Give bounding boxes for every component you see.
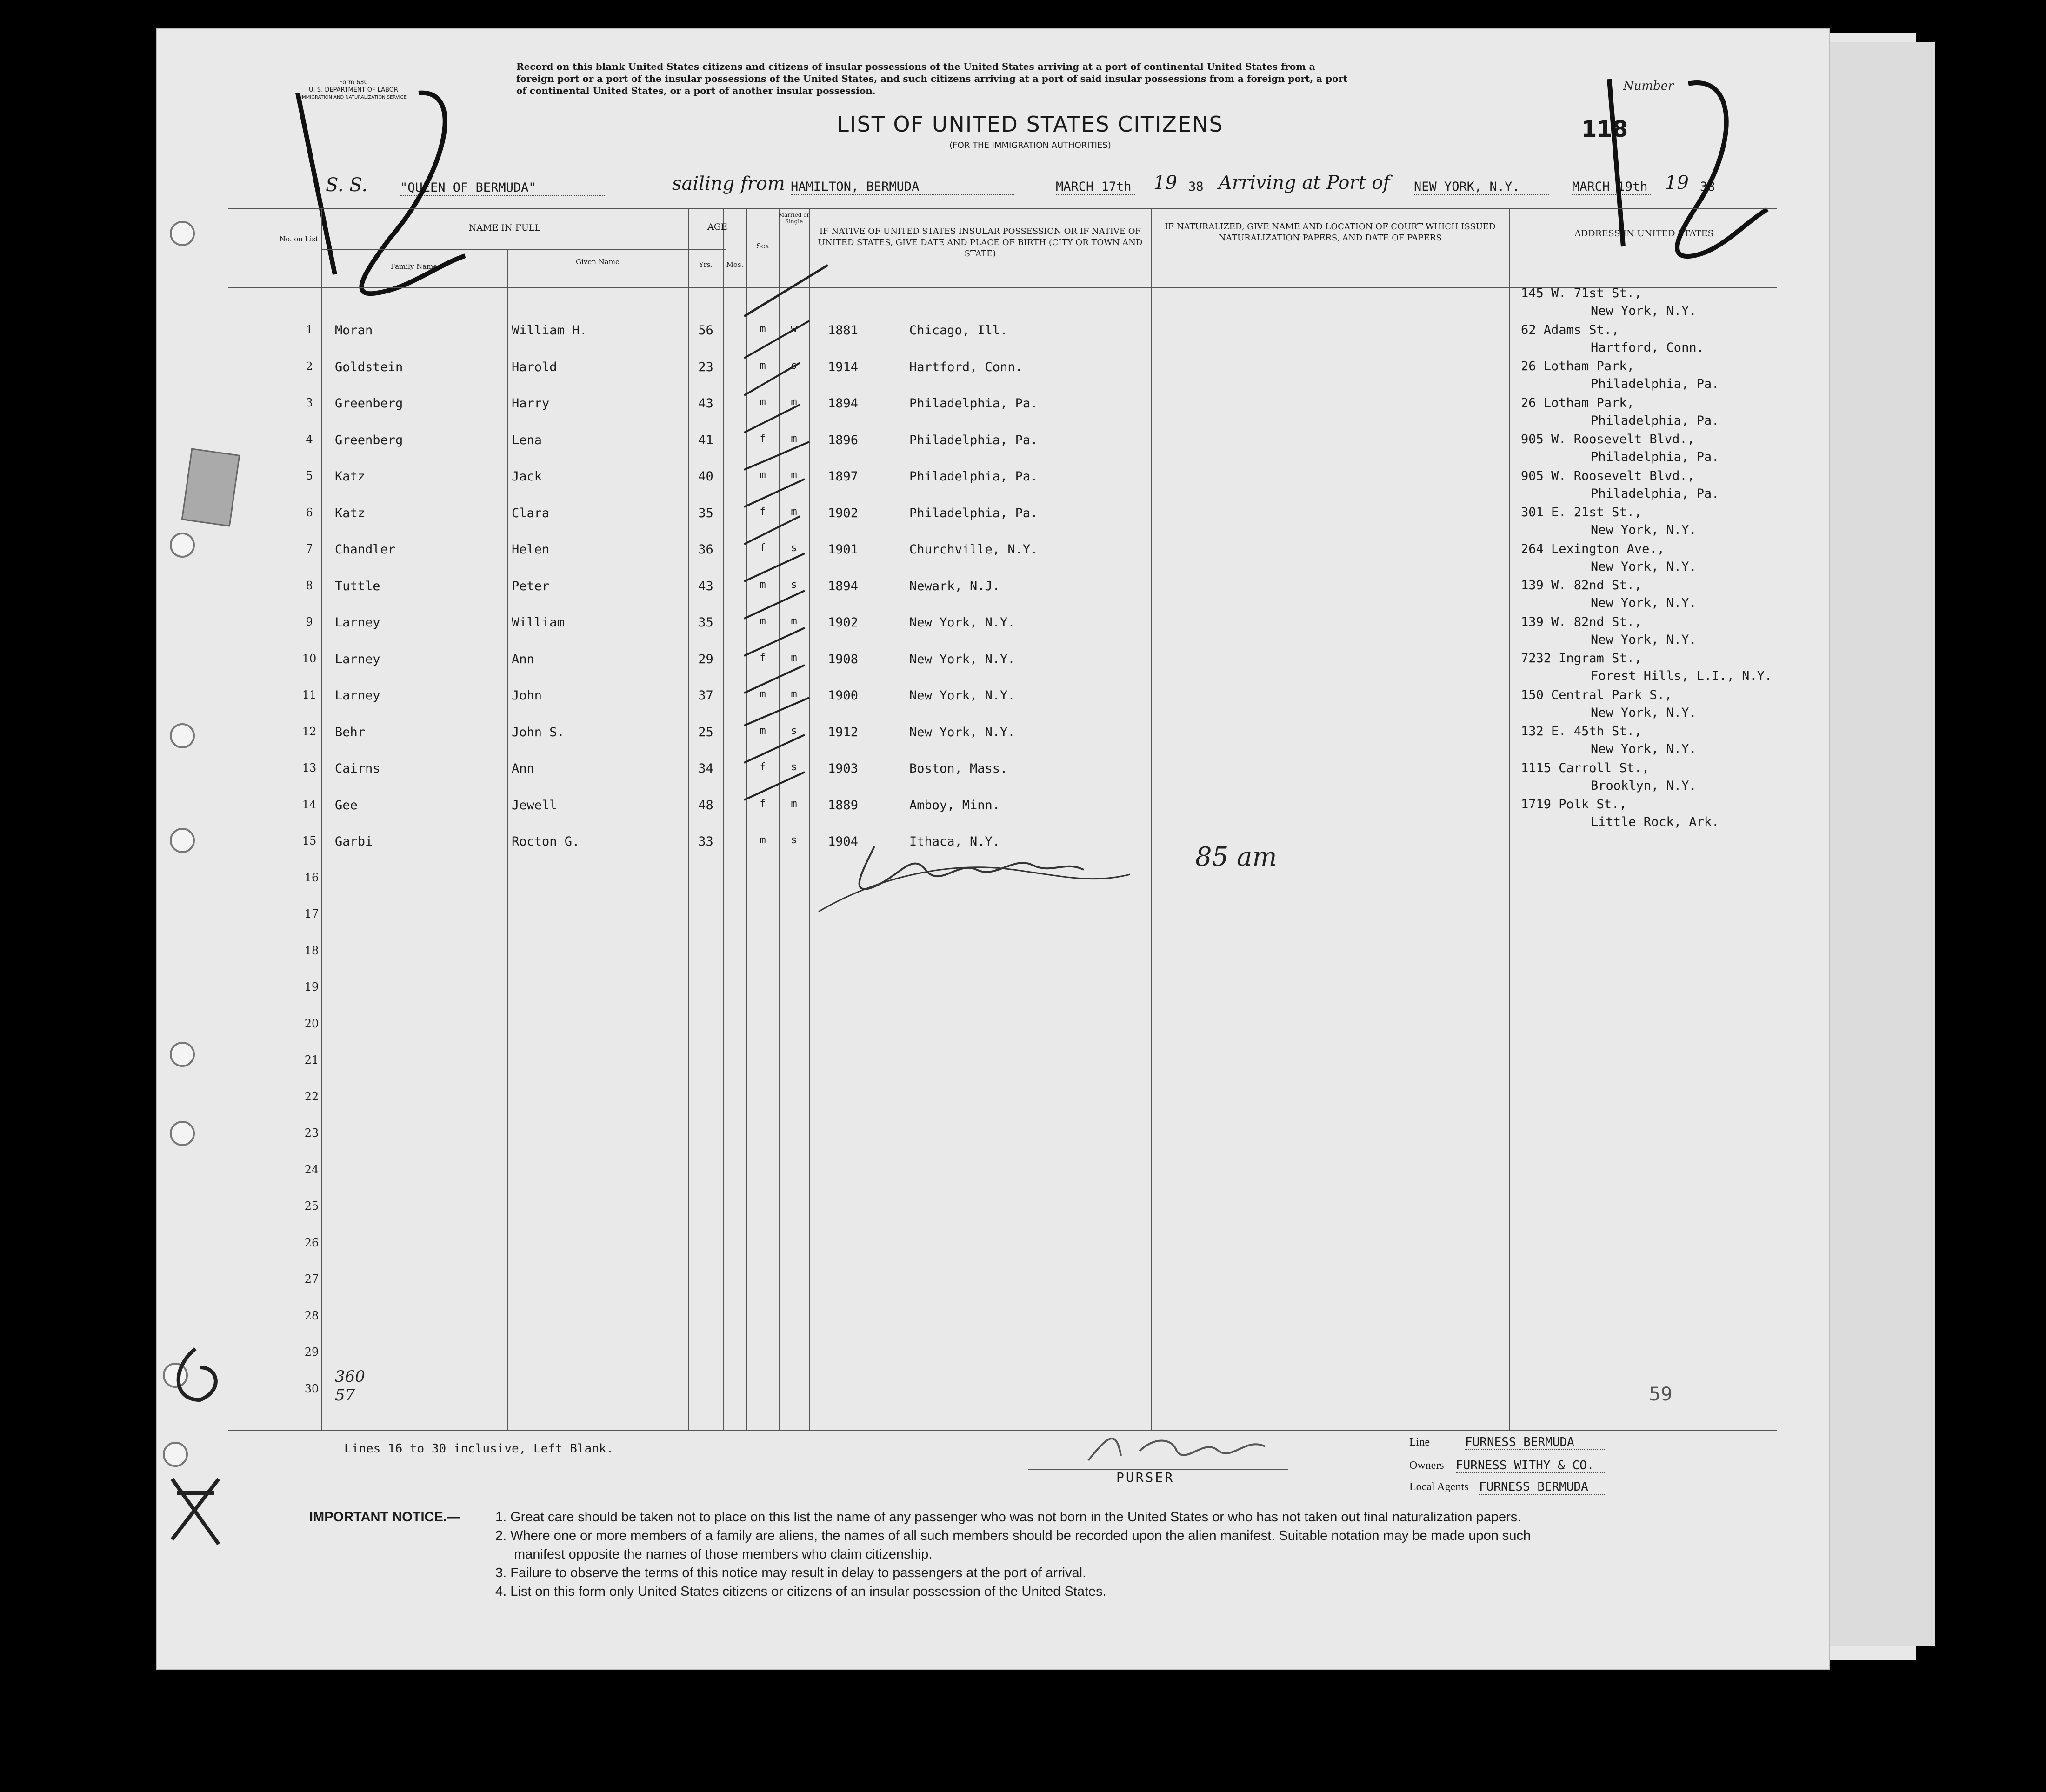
purser-label: PURSER: [1116, 1470, 1175, 1485]
row-given: Harold: [512, 360, 557, 374]
handwritten-12-left: [270, 79, 530, 330]
row-place: Philadelphia, Pa.: [909, 396, 1038, 411]
row-place: Philadelphia, Pa.: [909, 433, 1038, 447]
blank-line-number: 27: [304, 1272, 319, 1286]
arrival-year: 38: [1700, 180, 1715, 194]
row-family: Katz: [335, 469, 366, 484]
row-address-city: New York, N.Y.: [1591, 559, 1697, 574]
row-address-street: 905 W. Roosevelt Blvd.,: [1521, 432, 1695, 446]
blank-line-number: 21: [304, 1053, 319, 1066]
header-no-on-list: No. on List: [279, 235, 319, 243]
number-label: Number: [1623, 79, 1674, 93]
row-ms: m: [791, 433, 797, 445]
line-label: Line: [1409, 1436, 1430, 1448]
row-place: Newark, N.J.: [909, 579, 1000, 593]
row-ms: m: [791, 652, 797, 664]
row-family: Behr: [335, 725, 366, 739]
handwritten-note: 85 am: [1195, 842, 1277, 872]
margin-scribble: [153, 1339, 237, 1563]
row-ms: m: [791, 396, 797, 408]
row-year: 1912: [828, 725, 859, 739]
binder-hole: [170, 723, 195, 748]
row-place: Hartford, Conn.: [909, 360, 1023, 374]
row-given: Jack: [512, 469, 542, 484]
row-no: 5: [306, 469, 313, 482]
page-title: LIST OF UNITED STATES CITIZENS: [837, 112, 1224, 137]
row-age: 41: [698, 433, 713, 447]
binder-hole: [170, 828, 195, 853]
row-ms: s: [791, 834, 797, 846]
row-given: Ann: [512, 761, 534, 776]
row-ms: s: [791, 542, 797, 554]
row-given: John S.: [512, 725, 565, 739]
row-no: 11: [302, 688, 317, 701]
blank-line-number: 23: [304, 1126, 319, 1139]
row-given: William: [512, 615, 565, 630]
notice-item-3: 3. Failure to observe the terms of this notice may result in delay to passengers at the port of arrival.: [495, 1566, 1086, 1580]
row-ms: m: [791, 798, 797, 810]
header-mos: Mos.: [726, 260, 744, 269]
row-year: 1902: [828, 506, 859, 520]
row-family: Katz: [335, 506, 366, 520]
row-place: Churchville, N.Y.: [909, 542, 1038, 557]
purser-signature: [1070, 1419, 1302, 1470]
row-sex: f: [760, 798, 766, 810]
row-address-city: New York, N.Y.: [1591, 304, 1697, 318]
arrival-port: NEW YORK, N.Y.: [1414, 180, 1549, 195]
row-family: Moran: [335, 323, 373, 338]
row-age: 35: [698, 615, 713, 630]
row-sex: m: [760, 360, 766, 372]
binder-hole: [170, 1042, 195, 1067]
row-ms: m: [791, 615, 797, 627]
row-no: 7: [306, 542, 313, 555]
row-no: 1: [306, 323, 313, 336]
row-family: Chandler: [335, 542, 396, 557]
year-prefix: 19: [1665, 172, 1689, 193]
row-address-city: Philadelphia, Pa.: [1591, 450, 1719, 464]
binder-hole: [170, 533, 195, 558]
header-address: ADDRESS IN UNITED STATES: [1574, 228, 1714, 239]
row-address-city: Philadelphia, Pa.: [1591, 413, 1719, 428]
row-address-street: 905 W. Roosevelt Blvd.,: [1521, 468, 1695, 483]
row-no: 6: [306, 506, 313, 519]
row-year: 1901: [828, 542, 859, 557]
row-no: 10: [302, 652, 317, 665]
row-address-street: 7232 Ingram St.,: [1521, 651, 1642, 666]
row-family: Tuttle: [335, 579, 380, 593]
row-age: 36: [698, 542, 713, 557]
header-yrs: Yrs.: [699, 260, 713, 269]
row-address-street: 1719 Polk St.,: [1521, 797, 1627, 812]
notice-item-1: 1. Great care should be taken not to place on this list the name of any passenger who was not born in the United States or who has not taken out final naturalization papers.: [495, 1510, 1521, 1525]
header-name-in-full: NAME IN FULL: [468, 223, 541, 233]
row-age: 43: [698, 579, 713, 593]
row-family: Larney: [335, 688, 380, 703]
blank-line-number: 17: [304, 907, 319, 920]
row-age: 40: [698, 469, 713, 484]
sail-year: 38: [1188, 180, 1204, 194]
row-no: 3: [306, 396, 313, 409]
row-year: 1881: [828, 323, 859, 338]
row-year: 1894: [828, 579, 859, 593]
row-place: Philadelphia, Pa.: [909, 506, 1038, 520]
row-place: New York, N.Y.: [909, 688, 1015, 703]
row-given: Helen: [512, 542, 550, 557]
row-address-city: New York, N.Y.: [1591, 705, 1697, 720]
ss-label: S. S.: [326, 174, 368, 196]
row-ms: m: [791, 469, 797, 481]
row-given: Clara: [512, 506, 550, 520]
row-address-street: 62 Adams St.,: [1521, 322, 1619, 337]
row-family: Garbi: [335, 834, 373, 849]
row-address-street: 26 Lotham Park,: [1521, 359, 1634, 373]
row-address-street: 139 W. 82nd St.,: [1521, 614, 1642, 629]
row-year: 1894: [828, 396, 859, 411]
row-address-city: Forest Hills, L.I., N.Y.: [1591, 669, 1773, 683]
row-sex: m: [760, 834, 766, 846]
owners-value: FURNESS WITHY & CO.: [1456, 1459, 1605, 1473]
header-age: AGE: [707, 222, 727, 232]
sailing-from: HAMILTON, BERMUDA: [791, 180, 1014, 195]
department-header: Form 630 U. S. DEPARTMENT OF LABOR IMMIGRATION AND NATURALIZATION SERVICE: [300, 79, 407, 100]
row-year: 1902: [828, 615, 859, 630]
blank-line-number: 19: [304, 980, 319, 993]
list-number: 118: [1581, 116, 1628, 142]
row-family: Cairns: [335, 761, 380, 776]
row-address-city: Brooklyn, N.Y.: [1591, 778, 1697, 793]
page-subtitle: (FOR THE IMMIGRATION AUTHORITIES): [949, 140, 1111, 150]
row-given: Rocton G.: [512, 834, 580, 849]
row-sex: m: [760, 688, 766, 700]
blank-line-number: 18: [304, 944, 319, 957]
row-given: Peter: [512, 579, 550, 593]
arrival-date: MARCH 19th: [1572, 180, 1651, 195]
row-address-city: Hartford, Conn.: [1591, 340, 1704, 355]
row-family: Larney: [335, 615, 380, 630]
blank-line-number: 24: [304, 1163, 319, 1176]
row-sex: m: [760, 579, 766, 591]
row-address-city: New York, N.Y.: [1591, 632, 1697, 647]
clipped-tab: [181, 448, 240, 526]
row-place: Philadelphia, Pa.: [909, 469, 1038, 484]
row-ms: s: [791, 761, 797, 773]
row-family: Larney: [335, 652, 380, 666]
notice-item-2-cont: manifest opposite the names of those members who claim citizenship.: [514, 1547, 933, 1562]
col-divider: [507, 249, 508, 1430]
row-sex: f: [760, 506, 766, 518]
notice-item-4: 4. List on this form only United States citizens or citizens of an insular possession of the United States.: [495, 1584, 1106, 1599]
row-sex: f: [760, 433, 766, 445]
row-given: Ann: [512, 652, 534, 666]
row-age: 29: [698, 652, 713, 666]
row-address-street: 139 W. 82nd St.,: [1521, 578, 1642, 593]
row-sex: f: [760, 652, 766, 664]
owners-label: Owners: [1409, 1459, 1444, 1472]
name-subheader-border: [321, 249, 726, 250]
row-family: Gee: [335, 798, 358, 813]
ship-name: "QUEEN OF BERMUDA": [400, 180, 605, 196]
blank-line-number: 29: [304, 1346, 319, 1359]
row-sex: f: [760, 761, 766, 773]
row-age: 34: [698, 761, 713, 776]
row-ms: m: [791, 688, 797, 700]
row-no: 4: [306, 433, 313, 446]
row-year: 1914: [828, 360, 859, 374]
binder-hole: [170, 221, 195, 246]
row-no: 13: [302, 761, 317, 774]
blank-line-number: 25: [304, 1199, 319, 1212]
row-family: Greenberg: [335, 433, 403, 447]
row-address-street: 1115 Carroll St.,: [1521, 760, 1650, 775]
row-address-street: 145 W. 71st St.,: [1521, 286, 1642, 300]
blank-line-number: 28: [304, 1309, 319, 1322]
agents-value: FURNESS BERMUDA: [1479, 1480, 1605, 1495]
row-age: 37: [698, 688, 713, 703]
row-no: 15: [302, 834, 317, 847]
row-age: 25: [698, 725, 713, 739]
blank-line-number: 20: [304, 1017, 319, 1030]
row-address-city: New York, N.Y.: [1591, 742, 1697, 756]
row-sex: m: [760, 323, 766, 335]
blank-line-number: 16: [304, 871, 319, 884]
header-family-name: Family Name: [390, 262, 438, 271]
row-address-city: Little Rock, Ark.: [1591, 815, 1719, 829]
row-place: Ithaca, N.Y.: [909, 834, 1000, 849]
row-year: 1896: [828, 433, 859, 447]
col-divider: [688, 208, 689, 1430]
row-given: William H.: [512, 323, 587, 338]
row-year: 1900: [828, 688, 859, 703]
row-sex: m: [760, 725, 766, 737]
row-address-city: New York, N.Y.: [1591, 523, 1697, 537]
header-sex: Sex: [756, 242, 769, 250]
row-address-city: Philadelphia, Pa.: [1591, 486, 1719, 501]
row-ms: w: [791, 323, 797, 335]
row-place: Chicago, Ill.: [909, 323, 1008, 338]
arriving-label: Arriving at Port of: [1219, 172, 1390, 193]
row-year: 1903: [828, 761, 859, 776]
table-bottom-border: [228, 1430, 1777, 1431]
sailing-label: sailing from: [672, 173, 785, 194]
header-birth: IF NATIVE OF UNITED STATES INSULAR POSSESSION OR IF NATIVE OF UNITED STATES, GIVE DATE AND PLACE OF BIRTH (CITY OR TOWN AND STATE): [818, 226, 1143, 259]
line-value: FURNESS BERMUDA: [1465, 1435, 1605, 1450]
table-top-border: [228, 208, 1777, 209]
header-naturalized: IF NATURALIZED, GIVE NAME AND LOCATION OF COURT WHICH ISSUED NATURALIZATION PAPERS, AND DATE OF PAPERS: [1165, 222, 1496, 243]
row-ms: s: [791, 579, 797, 591]
row-year: 1889: [828, 798, 859, 813]
handwritten-12-right: [1581, 70, 1786, 274]
year-prefix: 19: [1153, 172, 1177, 193]
blank-lines-note: Lines 16 to 30 inclusive, Left Blank.: [344, 1442, 614, 1456]
row-year: 1908: [828, 652, 859, 666]
row-given: Lena: [512, 433, 542, 447]
row-no: 14: [302, 798, 317, 811]
row-ms: s: [791, 725, 797, 737]
row-age: 33: [698, 834, 713, 849]
col-divider: [1151, 208, 1152, 1430]
row-year: 1904: [828, 834, 859, 849]
row-age: 43: [698, 396, 713, 411]
row-place: New York, N.Y.: [909, 652, 1015, 666]
header-given-name: Given Name: [576, 258, 620, 266]
row-address-street: 264 Lexington Ave.,: [1521, 541, 1665, 556]
row-sex: m: [760, 469, 766, 481]
row-family: Goldstein: [335, 360, 403, 374]
record-instructions: Record on this blank United States citizens and citizens of insular possessions of the United States arriving at a port of continental United States from a foreign port or a port of the insular possessions of the United States, and such citizens arriving at a port of said insular possessions from a foreign port, a port of continental United States, or a port of another insular possession.: [516, 61, 1348, 96]
row-address-street: 150 Central Park S.,: [1521, 687, 1673, 702]
notice-list: [495, 1508, 1788, 1601]
sail-date: MARCH 17th: [1056, 180, 1135, 195]
row-family: Greenberg: [335, 396, 403, 411]
row-given: Jewell: [512, 798, 557, 813]
notice-item-2: 2. Where one or more members of a family are aliens, the names of all such members should be recorded upon the alien manifest. Suitable notation may be made upon such: [495, 1528, 1531, 1543]
row-age: 23: [698, 360, 713, 374]
row-place: New York, N.Y.: [909, 615, 1015, 630]
agents-label: Local Agents: [1409, 1481, 1469, 1493]
row-address-city: New York, N.Y.: [1591, 596, 1697, 610]
row-given: John: [512, 688, 542, 703]
row-ms: s: [791, 360, 797, 372]
row-address-street: 132 E. 45th St.,: [1521, 724, 1642, 739]
row-sex: m: [760, 615, 766, 627]
blank-line-number: 30: [304, 1382, 319, 1395]
handwritten-tally: 360 57: [335, 1367, 365, 1405]
row-age: 35: [698, 506, 713, 520]
row-address-street: 26 Lotham Park,: [1521, 395, 1634, 410]
row-given: Harry: [512, 396, 550, 411]
row-age: 48: [698, 798, 713, 813]
blank-line-number: 22: [304, 1090, 319, 1103]
row-address-street: 301 E. 21st St.,: [1521, 505, 1642, 520]
row-place: Amboy, Minn.: [909, 798, 1000, 813]
row-place: Boston, Mass.: [909, 761, 1008, 776]
row-sex: m: [760, 396, 766, 408]
col-divider: [1509, 208, 1510, 1430]
check-marks: [735, 251, 859, 856]
page-number: 59: [1649, 1384, 1673, 1405]
binder-hole: [170, 1121, 195, 1146]
blank-line-number: 26: [304, 1236, 319, 1249]
row-no: 2: [306, 360, 313, 373]
row-year: 1897: [828, 469, 859, 484]
row-age: 56: [698, 323, 713, 338]
notice-title: IMPORTANT NOTICE.—: [309, 1510, 460, 1525]
header-married-single: Married or Single: [778, 212, 810, 225]
row-no: 8: [306, 579, 313, 592]
row-no: 12: [302, 725, 317, 738]
row-place: New York, N.Y.: [909, 725, 1015, 739]
row-sex: f: [760, 542, 766, 554]
row-address-city: Philadelphia, Pa.: [1591, 377, 1719, 391]
col-divider: [723, 208, 724, 1430]
row-no: 9: [306, 615, 313, 628]
row-ms: m: [791, 506, 797, 518]
